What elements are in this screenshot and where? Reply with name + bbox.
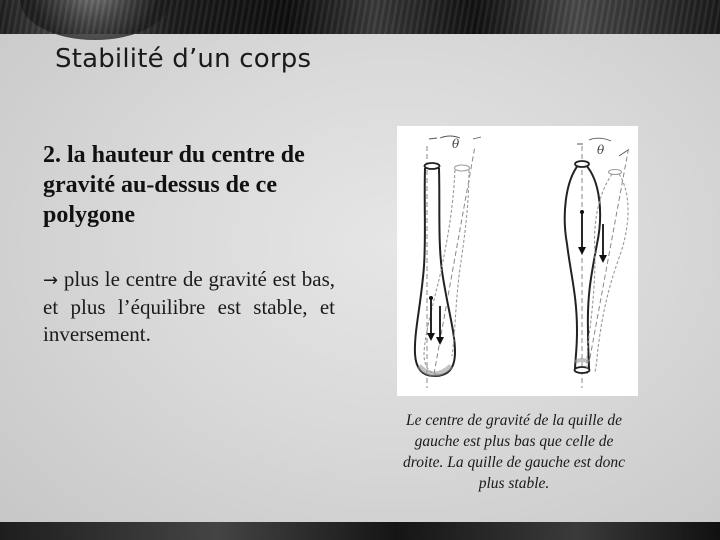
body-text: plus le centre de gravité est bas, et plus l’équilibre est stable, et inversement. — [43, 267, 335, 346]
right-center-of-gravity — [580, 210, 584, 214]
left-skittle-top — [425, 163, 440, 169]
right-gravity-arrowhead-1 — [578, 247, 586, 255]
right-skittle-outline-right — [585, 164, 600, 370]
right-arrow-icon: → — [43, 270, 59, 291]
slide-title: Stabilité d’un corps — [55, 44, 312, 74]
right-skittle-outline-left — [565, 164, 579, 370]
left-skittle-outline — [415, 168, 455, 376]
top-decorative-banner — [0, 0, 720, 34]
figure-caption: Le centre de gravité de la quille de gauche est plus bas que celle de droite. La quille de gauche est donc plus stable. — [403, 412, 625, 492]
left-angle-label: θ — [452, 137, 460, 151]
left-center-of-gravity — [429, 296, 433, 300]
skittle-stability-figure — [397, 126, 638, 396]
right-angle-arc — [589, 138, 611, 141]
left-gravity-arrowhead-2 — [436, 337, 444, 345]
left-tilted-skittle-top — [455, 165, 470, 171]
bottom-decorative-banner — [0, 522, 720, 540]
banner-texture — [0, 0, 720, 34]
right-gravity-arrowhead-2 — [599, 255, 607, 263]
body-text-paragraph — [43, 266, 335, 348]
left-tilted-skittle-outline-b — [452, 170, 469, 356]
left-gravity-arrowhead-1 — [427, 333, 435, 341]
figure-drawing — [397, 126, 638, 396]
right-skittle-top — [575, 161, 589, 167]
right-tilted-skittle-top — [609, 170, 622, 175]
right-angle-label: θ — [597, 143, 605, 157]
section-heading: 2. la hauteur du centre de gravité au-dessus de ce polygone — [43, 142, 305, 228]
